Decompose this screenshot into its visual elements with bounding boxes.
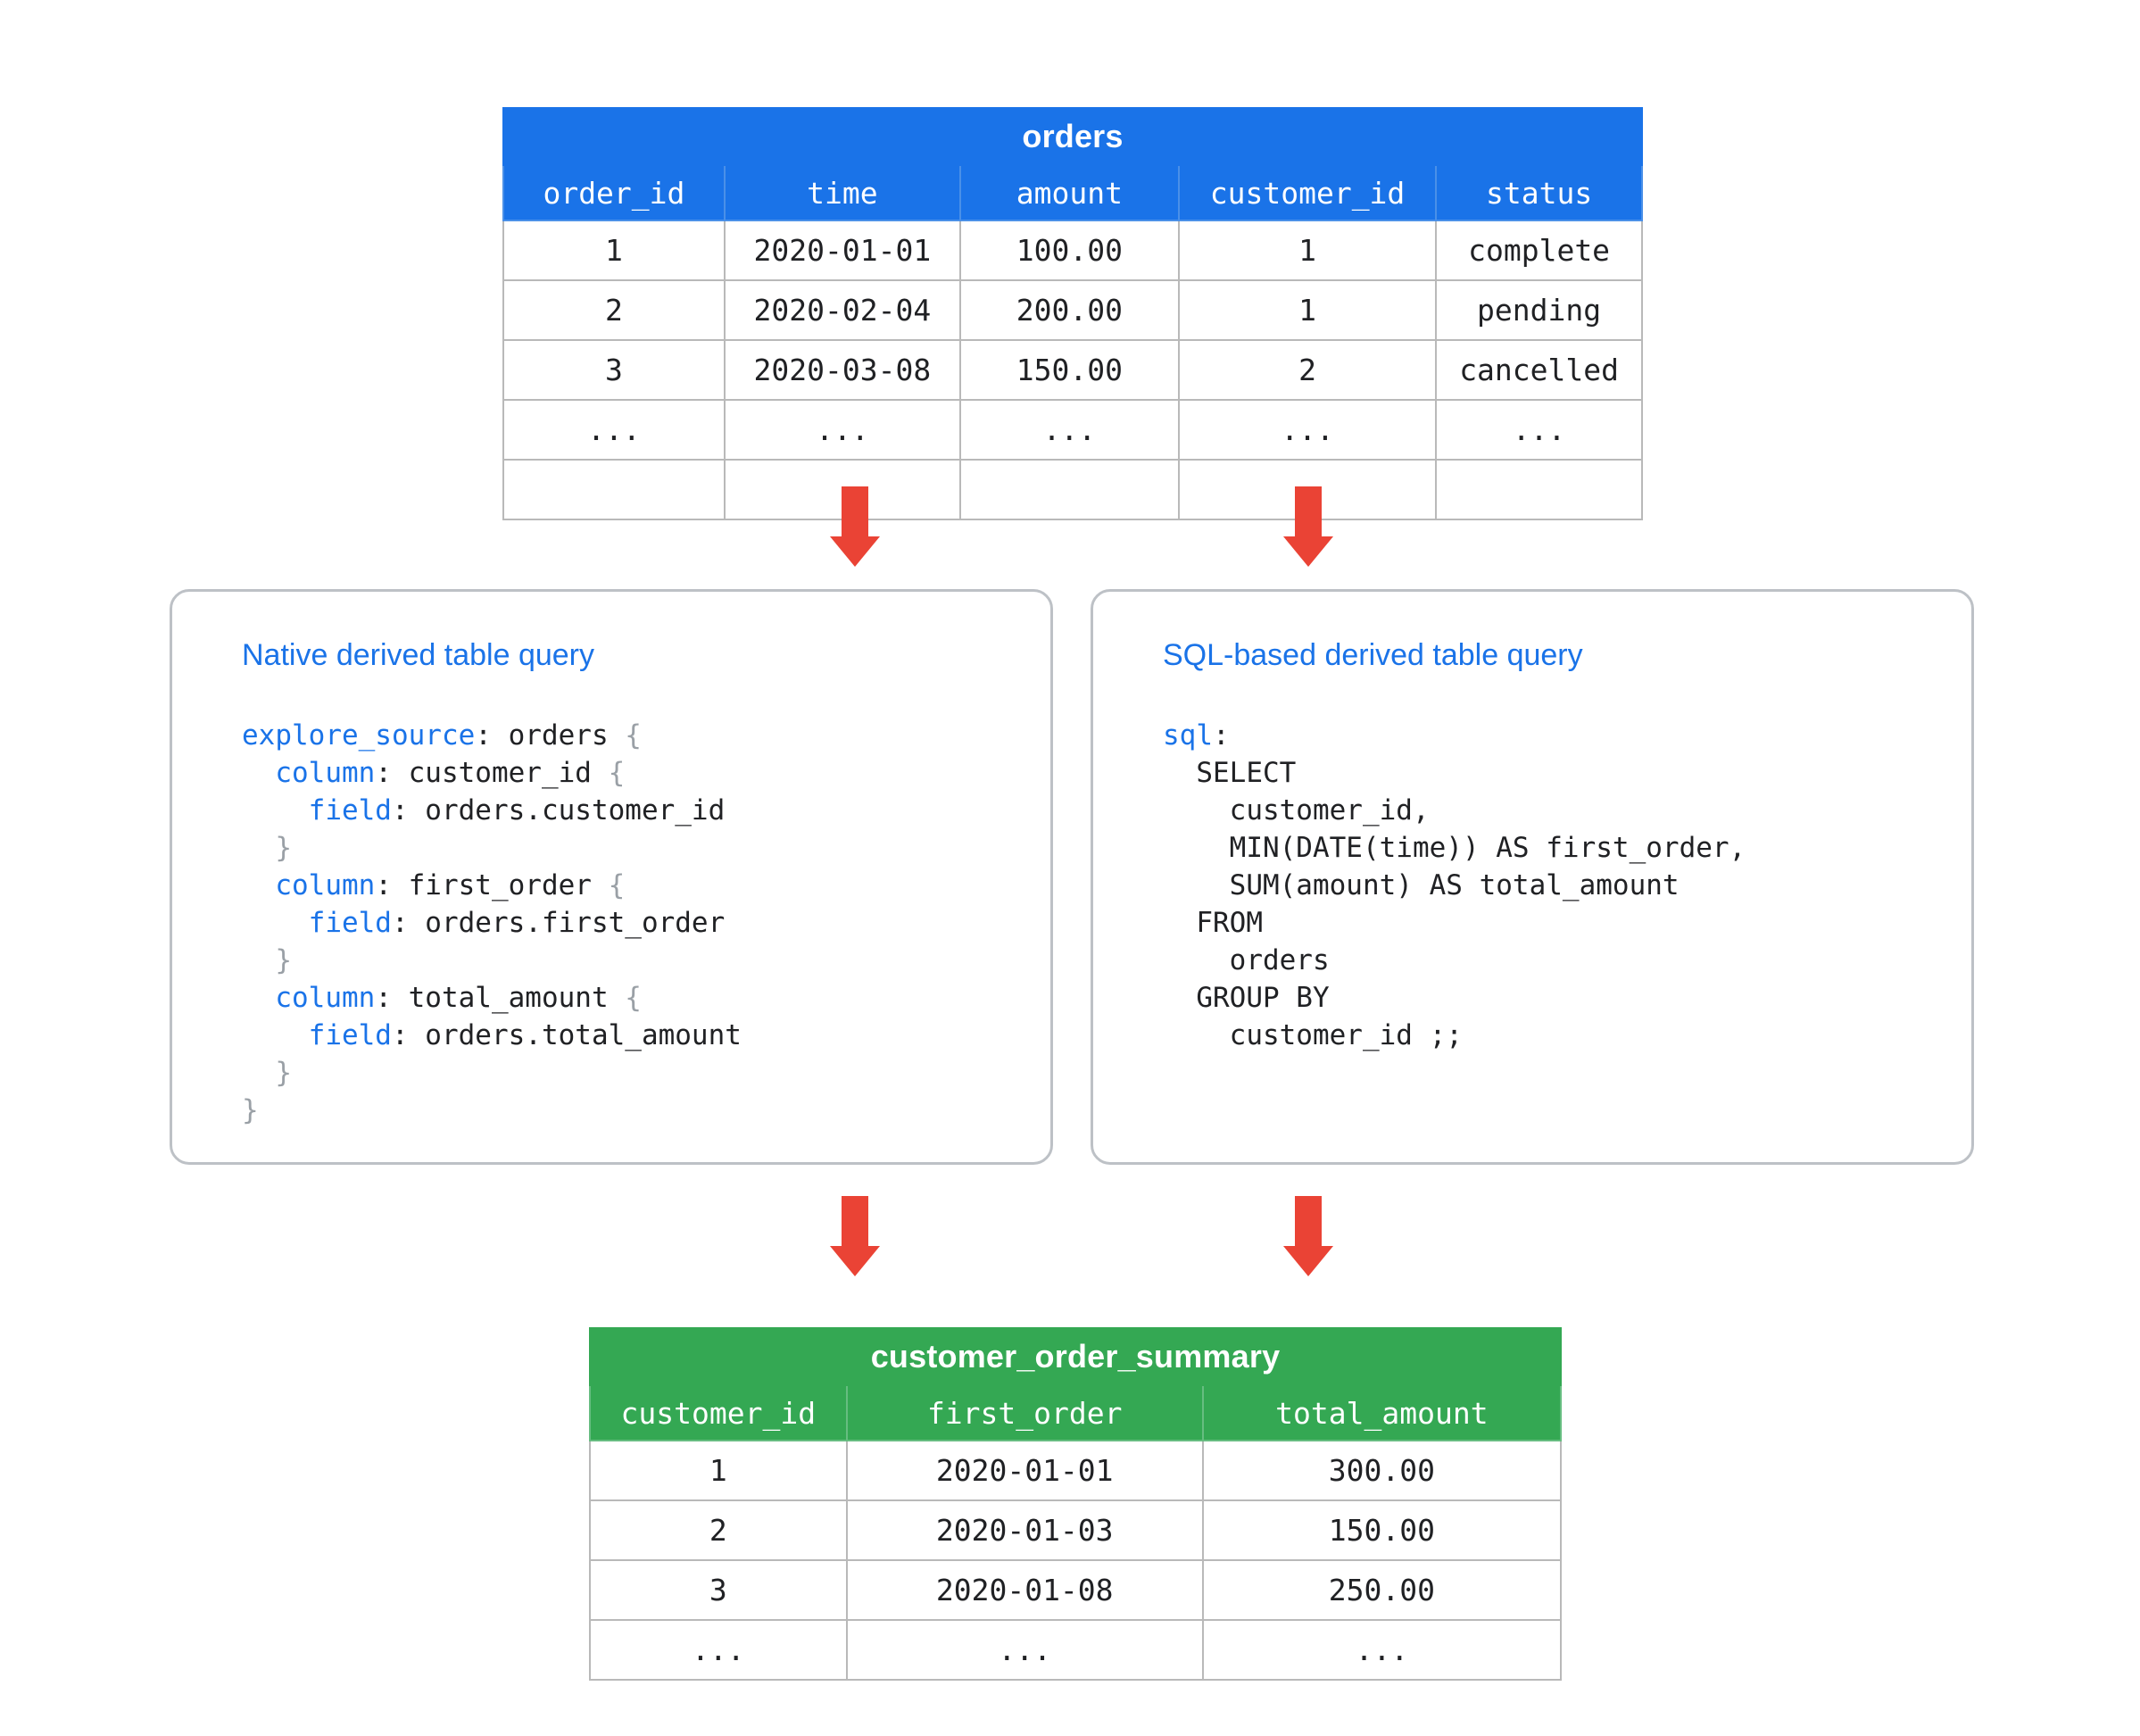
code-line [242,979,742,1017]
cell: 1 [1179,280,1436,340]
table-row [590,1560,1561,1620]
column-header-amount: amount [960,165,1179,220]
orders-table [502,107,1643,520]
sql-card-title: SQL-based derived table query [1163,638,1583,672]
code-line [1163,829,1746,867]
column-header-total-amount: total_amount [1203,1385,1561,1441]
cell: 200.00 [960,280,1179,340]
code-token: : orders.total_amount [391,1019,742,1051]
code-token: SUM(amount) AS total_amount [1163,869,1680,901]
cell: complete [1436,220,1642,280]
code-token: { [625,982,642,1014]
code-token: orders [1163,944,1330,976]
arrow-shaft [1295,1196,1322,1246]
table-row [590,1500,1561,1560]
cell: ... [503,400,725,460]
code-token: MIN(DATE(time)) AS first_order, [1163,832,1746,864]
code-token [242,794,309,826]
code-line [242,1054,742,1092]
code-line [1163,754,1746,792]
code-token: : total_amount [375,982,626,1014]
native-derived-table-card [170,589,1053,1165]
code-token [242,982,275,1014]
code-line [242,754,742,792]
code-token: : [1213,719,1230,752]
code-token [242,1019,309,1051]
column-header-time: time [725,165,960,220]
cell: ... [1179,400,1436,460]
arrow-shaft [842,486,868,536]
table-header-row [590,1385,1561,1441]
code-line [242,829,742,867]
native-card-code [242,717,742,1129]
code-token: field [308,1019,392,1051]
code-token: column [275,982,376,1014]
table-title-row [590,1328,1561,1385]
code-token: } [275,1057,292,1089]
arrow-head [830,1246,880,1276]
table-row [503,220,1642,280]
code-token [242,907,309,939]
orders-table-grid [502,107,1643,520]
arrow-shaft [842,1196,868,1246]
code-line [242,792,742,829]
cell: 2020-01-03 [847,1500,1203,1560]
code-token [242,944,275,976]
code-line [1163,979,1746,1017]
table-row [503,340,1642,400]
customer-order-summary-table [589,1327,1562,1681]
arrow-down-to-sql-card [1283,486,1333,567]
native-card-title: Native derived table query [242,638,595,672]
cell: 2020-01-08 [847,1560,1203,1620]
cell: 100.00 [960,220,1179,280]
cell: 250.00 [1203,1560,1561,1620]
code-token: : orders [475,719,626,752]
code-token: { [625,719,642,752]
table-row-ellipsis [590,1620,1561,1680]
sql-card-code [1163,717,1746,1054]
code-token: FROM [1163,907,1263,939]
arrow-head [830,536,880,567]
code-token: : first_order [375,869,609,901]
column-header-status: status [1436,165,1642,220]
cell: 2020-01-01 [725,220,960,280]
code-token: customer_id, [1163,794,1430,826]
arrow-head [1283,1246,1333,1276]
code-token: : customer_id [375,757,609,789]
summary-table-title: customer_order_summary [590,1328,1561,1385]
column-header-order-id: order_id [503,165,725,220]
code-token: { [608,757,626,789]
table-title-row [503,108,1642,165]
code-token: field [308,794,392,826]
code-token [242,832,275,864]
arrow-down-from-native-card [830,1196,880,1276]
arrow-down-from-sql-card [1283,1196,1333,1276]
sql-derived-table-card [1091,589,1974,1165]
cell: 1 [590,1441,847,1500]
cell: 2020-02-04 [725,280,960,340]
cell: 150.00 [960,340,1179,400]
cell: ... [1436,400,1642,460]
cell: pending [1436,280,1642,340]
code-token: field [308,907,392,939]
code-line [1163,792,1746,829]
column-header-first-order: first_order [847,1385,1203,1441]
code-token: } [275,832,292,864]
cell: ... [1203,1620,1561,1680]
code-token: GROUP BY [1163,982,1330,1014]
code-token: column [275,757,376,789]
code-token: sql [1163,719,1213,752]
code-line [1163,942,1746,979]
cell: 3 [503,340,725,400]
code-token: customer_id ;; [1163,1019,1463,1051]
code-token: : orders.customer_id [391,794,726,826]
code-token: } [242,1094,259,1126]
cell: 2 [590,1500,847,1560]
cell: 3 [590,1560,847,1620]
code-token: } [275,944,292,976]
code-token: { [608,869,626,901]
code-line [1163,1017,1746,1054]
column-header-customer-id: customer_id [1179,165,1436,220]
cell [960,460,1179,519]
code-token: : orders.first_order [391,907,726,939]
table-row-empty [503,460,1642,519]
cell [503,460,725,519]
arrow-head [1283,536,1333,567]
code-token: column [275,869,376,901]
cell: 150.00 [1203,1500,1561,1560]
summary-table-grid [589,1327,1562,1681]
table-header-row [503,165,1642,220]
code-token [242,869,275,901]
cell: 1 [1179,220,1436,280]
table-row [503,280,1642,340]
cell: ... [725,400,960,460]
code-token: SELECT [1163,757,1297,789]
code-token: explore_source [242,719,476,752]
arrow-down-to-native-card [830,486,880,567]
arrow-shaft [1295,486,1322,536]
cell: 2020-01-01 [847,1441,1203,1500]
cell: ... [960,400,1179,460]
code-line [1163,867,1746,904]
cell: ... [847,1620,1203,1680]
cell: ... [590,1620,847,1680]
cell: 2 [1179,340,1436,400]
cell: cancelled [1436,340,1642,400]
code-line [242,717,742,754]
cell: 2020-03-08 [725,340,960,400]
code-line [242,1092,742,1129]
table-row-ellipsis [503,400,1642,460]
code-line [242,904,742,942]
code-token [242,1057,275,1089]
table-row [590,1441,1561,1500]
column-header-customer-id: customer_id [590,1385,847,1441]
code-line [242,867,742,904]
cell [1436,460,1642,519]
cell: 300.00 [1203,1441,1561,1500]
code-line [242,1017,742,1054]
code-line [242,942,742,979]
orders-table-title: orders [503,108,1642,165]
code-line [1163,904,1746,942]
code-token [242,757,275,789]
cell: 2 [503,280,725,340]
cell: 1 [503,220,725,280]
code-line [1163,717,1746,754]
